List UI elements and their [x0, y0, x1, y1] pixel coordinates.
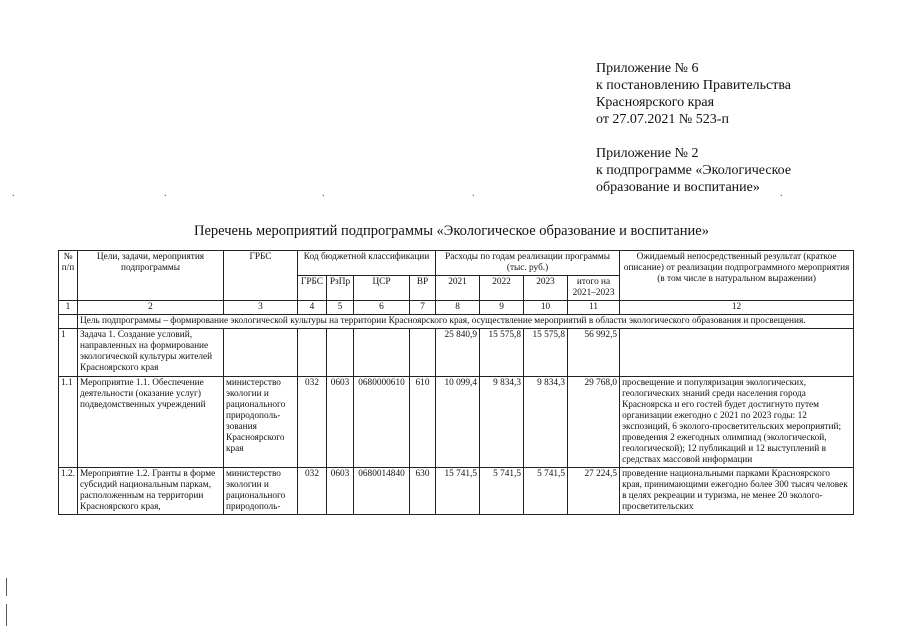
measures-table — [58, 250, 854, 515]
measure-1-1-2023: 9 834,3 — [524, 377, 568, 468]
measure-1-2-vr: 630 — [410, 468, 436, 515]
measure-1-2-rzpr: 0603 — [327, 468, 354, 515]
col-number: 1 — [59, 301, 78, 315]
measure-1-1-2021: 10 099,4 — [436, 377, 480, 468]
measure-1-2-2022: 5 741,5 — [480, 468, 524, 515]
col-number: 2 — [78, 301, 224, 315]
header-total: итого на 2021–2023 — [568, 276, 620, 301]
to-subprogram-label: к подпрограмме «Экологическое — [596, 163, 792, 178]
document-title: Перечень мероприятий подпрограммы «Экологическое образование и воспитание» — [193, 223, 709, 239]
header-result: Ожидаемый непосредственный результат (краткое описание) от реализации подпрограммного мероприятия (в том числе в натуральном выражении) — [620, 251, 854, 301]
task-1-2021: 25 840,9 — [436, 329, 480, 377]
measure-1-2-grbs: министерство экологии и рационального природополь- — [224, 468, 298, 515]
col-number: 3 — [224, 301, 298, 315]
measure-1-1-vr: 610 — [410, 377, 436, 468]
measure-1-2-csr: 0680014840 — [354, 468, 410, 515]
col-number: 10 — [524, 301, 568, 315]
task-1-name: Задача 1. Создание условий, направленных на формирование экологической культуры жителей Красноярского края — [78, 329, 224, 377]
measure-1-2-no: 1.2. — [59, 468, 78, 515]
table-row — [59, 329, 854, 377]
measure-1-1-2022: 9 834,3 — [480, 377, 524, 468]
header-goals: Цели, задачи, мероприятия подпрограммы — [78, 251, 224, 301]
scan-margin-mark — [6, 604, 7, 626]
header-csr: ЦСР — [354, 276, 410, 301]
measure-1-2-total: 27 224,5 — [568, 468, 620, 515]
subprogram-name-label: образование и воспитание» — [596, 180, 760, 195]
measure-1-1-rzpr: 0603 — [327, 377, 354, 468]
goal-row: Цель подпрограммы – формирование экологической культуры на территории Красноярского края, осуществление мероприятий в области экологического образования и просвещения. — [78, 315, 854, 329]
header-grbs: ГРБС — [224, 251, 298, 301]
appendix-2-label: Приложение № 2 — [596, 146, 699, 161]
col-number: 7 — [410, 301, 436, 315]
measure-1-2-result: проведение национальными парками Красноярского края, принимающими ежегодно более 300 тысяч человек в целях рекреации и туризма, не менее 20 эколого-просветительских — [620, 468, 854, 515]
column-number-row — [59, 301, 854, 315]
header-rzpr: РзПр — [327, 276, 354, 301]
scan-margin-mark — [6, 578, 7, 596]
measure-1-1-csr: 0680000610 — [354, 377, 410, 468]
col-number: 8 — [436, 301, 480, 315]
measure-1-2-grbs-code: 032 — [298, 468, 327, 515]
task-1-2023: 15 575,8 — [524, 329, 568, 377]
task-1-total: 56 992,5 — [568, 329, 620, 377]
header-2022: 2022 — [480, 276, 524, 301]
col-number: 4 — [298, 301, 327, 315]
col-number: 6 — [354, 301, 410, 315]
region-label: Красноярского края — [596, 95, 715, 110]
header-expenses: Расходы по годам реализации программы (тыс. руб.) — [436, 251, 620, 276]
header-budget-code: Код бюджетной классификации — [298, 251, 436, 276]
header-vr: ВР — [410, 276, 436, 301]
header-2023: 2023 — [524, 276, 568, 301]
measure-1-1-name: Мероприятие 1.1. Обеспечение деятельности (оказание услуг) подведомственных учреждений — [78, 377, 224, 468]
col-number: 12 — [620, 301, 854, 315]
to-resolution-label: к постановлению Правительства — [596, 78, 792, 93]
measure-1-2-2023: 5 741,5 — [524, 468, 568, 515]
resolution-date-number: от 27.07.2021 № 523-п — [596, 112, 729, 127]
header-2021: 2021 — [436, 276, 480, 301]
measure-1-1-result: просвещение и популяризация экологических, геологических знаний среди населения города Красноярска и его гостей будет достигнуто путем организации ежегодно с 2021 по 2023 годы: 12 экспозиций, 6 эколого-просветительских мероприятий; проведения 2 ежегодных олимпиад (экологической, геологической); 12 публикаций и 12 выступлений в средствах массовой информации — [620, 377, 854, 468]
task-1-2022: 15 575,8 — [480, 329, 524, 377]
document-header — [596, 60, 791, 196]
header-grbs-code: ГРБС — [298, 276, 327, 301]
task-1-no: 1 — [59, 329, 78, 377]
measure-1-1-grbs-code: 032 — [298, 377, 327, 468]
appendix-6-label: Приложение № 6 — [596, 61, 699, 76]
measure-1-1-grbs: министерство экологии и рационального природополь-зования Красноярского края — [224, 377, 298, 468]
table-row — [59, 468, 854, 515]
col-number: 11 — [568, 301, 620, 315]
measure-1-1-no: 1.1 — [59, 377, 78, 468]
table-row — [59, 377, 854, 468]
header-no: № п/п — [59, 251, 78, 301]
col-number: 5 — [327, 301, 354, 315]
col-number: 9 — [480, 301, 524, 315]
measure-1-1-total: 29 768,0 — [568, 377, 620, 468]
measure-1-2-2021: 15 741,5 — [436, 468, 480, 515]
measure-1-2-name: Мероприятие 1.2. Гранты в форме субсидий национальным паркам, расположенным на территории Красноярского края, — [78, 468, 224, 515]
